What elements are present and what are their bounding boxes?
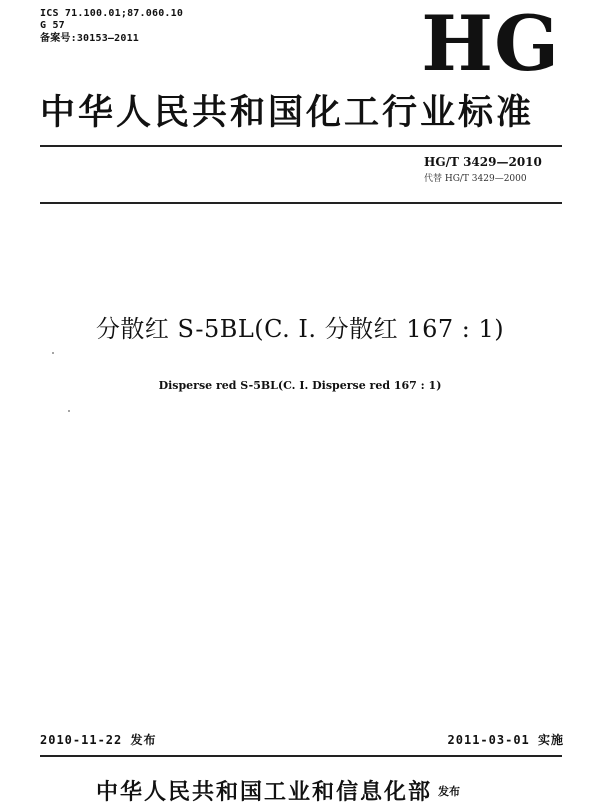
scan-speck [68,410,70,412]
ics-code: ICS 71.100.01;87.060.10 [40,8,184,19]
classification-code: G 57 [40,20,65,31]
document-title-en: Disperse red S-5BL(C. I. Disperse red 167 : 1) [158,379,442,392]
publisher-name: 中华人民共和国工业和信息化部 [96,780,433,805]
top-divider [40,145,562,147]
header-divider [40,202,562,204]
publisher-suffix: 发布 [438,785,461,798]
hg-logo: HG [421,0,560,88]
record-number: 备案号:30153—2011 [40,33,140,44]
replaces-standard: 代替 HG/T 3429—2000 [424,174,527,184]
publisher-line [96,778,460,807]
issue-date: 2010-11-22 发布 [40,733,157,747]
effective-date: 2011-03-01 实施 [447,733,564,747]
scan-speck [52,352,54,354]
standard-number: HG/T 3429—2010 [424,155,542,169]
standard-category-title: 中华人民共和国化工行业标准 [40,93,535,133]
bottom-divider [40,755,562,757]
document-title-cn: 分散红 S-5BL(C. I. 分散红 167 : 1) [95,315,505,343]
